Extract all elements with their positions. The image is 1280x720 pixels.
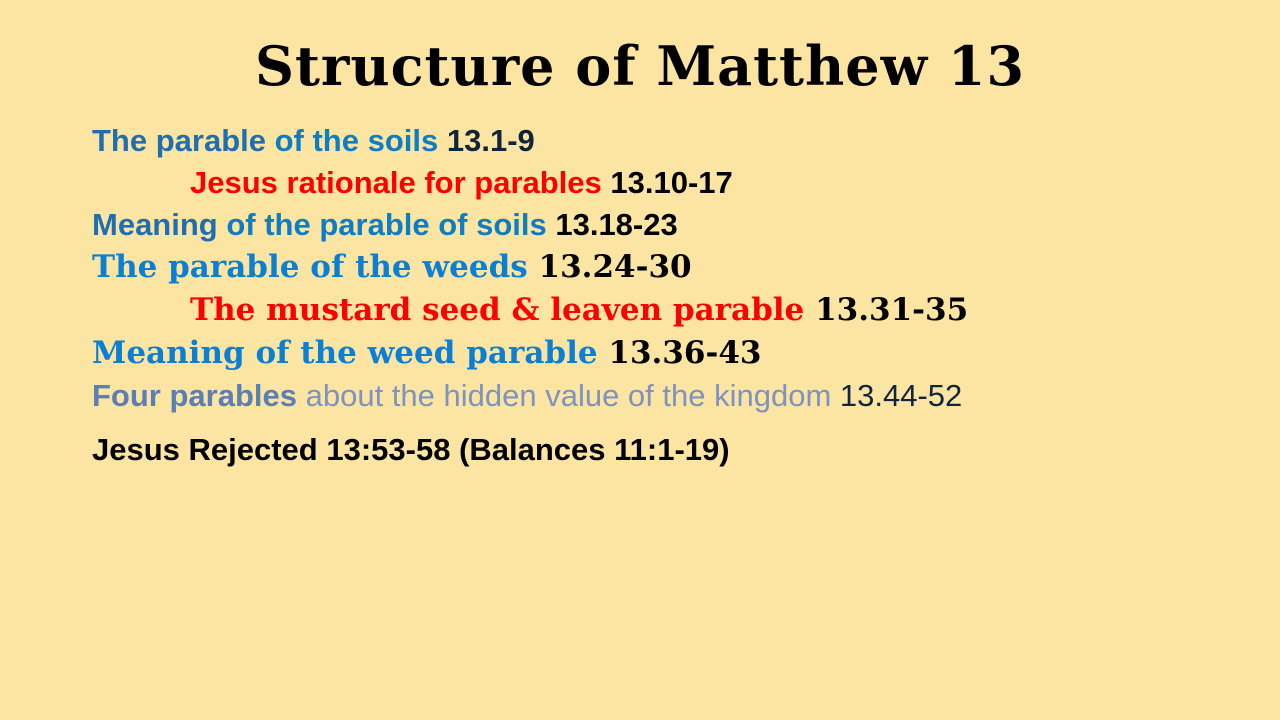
outline-line-4 [92,247,1244,288]
outline-body [0,95,1280,470]
line-1-segment-2: of the soils [266,122,447,158]
line-4-segment-1: The parable of the weeds [92,248,539,285]
outline-line-7 [92,376,1244,416]
outline-line-3 [92,205,1244,245]
line-7-reference: 13.44-52 [839,377,963,413]
line-6-reference: 13.36-43 [608,334,762,371]
line-5-segment-1: The mustard seed & leaven parable [190,291,816,328]
line-8-segment-1: Jesus Rejected 13:53-58 (Balances 11:1-19) [92,431,730,467]
line-5-reference: 13.31-35 [815,291,969,328]
line-3-segment-2: of the parable of soils [217,206,556,242]
line-3-reference: 13.18-23 [555,206,678,242]
line-2-reference: 13.10-17 [610,164,733,200]
line-7-segment-1: Four parables [92,377,297,413]
line-7-segment-2: about the hidden value of the kingdom [297,377,840,413]
outline-line-2 [92,163,1244,203]
outline-line-6 [92,333,1244,374]
line-3-segment-1: Meaning [92,206,218,242]
page-title: Structure of Matthew 13 [254,34,1026,98]
outline-line-5 [92,290,1244,331]
line-1-reference: 13.1-9 [446,122,535,158]
line-4-reference: 13.24-30 [538,248,692,285]
outline-line-8 [92,430,1244,470]
line-6-segment-1: Meaning of the weed parable [92,334,609,371]
line-1-segment-1: The parable [92,122,266,158]
outline-line-1 [92,121,1244,161]
line-2-segment-1: Jesus rationale for parables [190,164,611,200]
